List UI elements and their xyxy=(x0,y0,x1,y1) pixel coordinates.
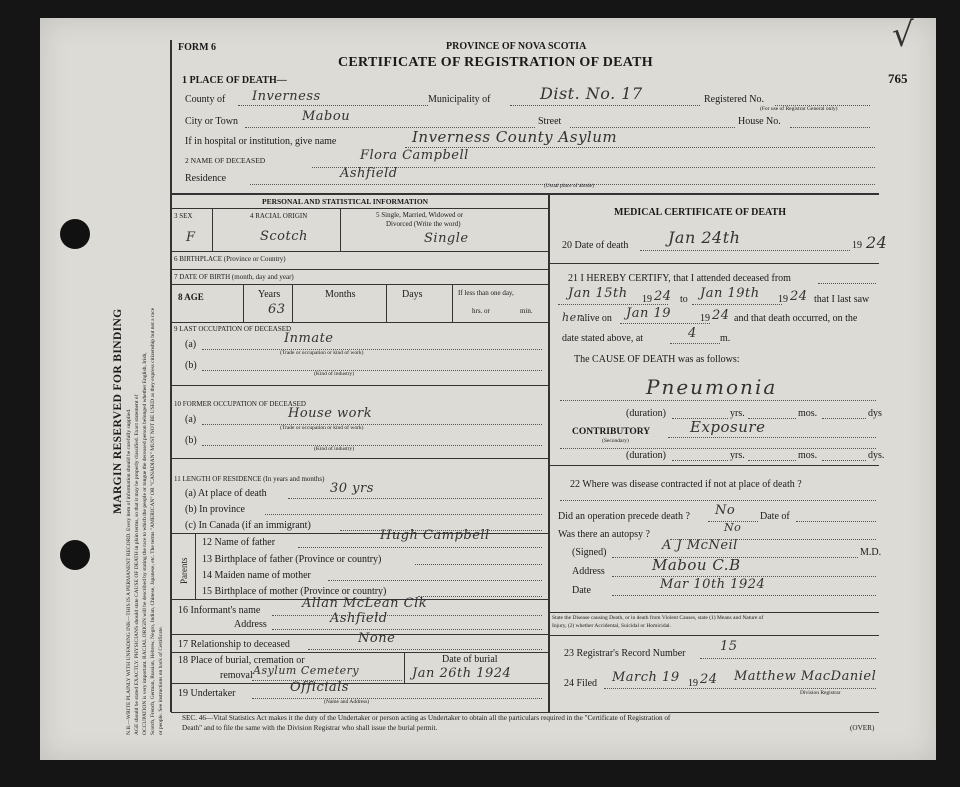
length-c-label: (c) In Canada (if an immigrant) xyxy=(185,520,311,531)
certificate-date-value: Mar 10th 1924 xyxy=(660,577,766,592)
city-label: City or Town xyxy=(185,116,239,127)
registration-number: 765 xyxy=(888,71,908,86)
yrs2-label: yrs. xyxy=(730,450,745,461)
violent-causes-note-a: State the Disease causing Death, or in death from Violent Causes, state (1) Means and Nature of xyxy=(552,615,764,621)
hospital-label: If in hospital or institution, give name xyxy=(185,136,337,147)
contracted-label: 22 Where was disease contracted if not at place of death ? xyxy=(570,479,802,490)
attended-to-value: Jan 19th xyxy=(700,286,760,301)
to-year-prefix: 19 xyxy=(778,294,788,305)
margin-note-line: N.B.—WRITE PLAINLY WITH UNFADING INK—THIS IS A PERMANENT RECORD. Every item of information should be carefully supplied. xyxy=(126,408,132,735)
length-b-label: (b) In province xyxy=(185,504,245,515)
father-label: 12 Name of father xyxy=(202,537,276,548)
margin-note-line: or people. See instructions on back of Certificate. xyxy=(158,626,164,735)
marital-label-a: 5 Single, Married, Widowed or xyxy=(376,211,464,219)
former-b-note: (Kind of industry) xyxy=(314,446,355,452)
undertaker-note: (Name and Address) xyxy=(324,699,370,705)
deceased-name-label: 2 NAME OF DECEASED xyxy=(185,156,266,165)
residence-label: Residence xyxy=(185,173,227,184)
certificate-page xyxy=(40,15,936,760)
alive-year-value: 24 xyxy=(712,308,730,323)
former-occupation-value: House work xyxy=(288,406,373,421)
less-than-day-label: If less than one day, xyxy=(458,289,514,297)
marital-value: Single xyxy=(424,231,469,246)
occupation-a-marker: (a) xyxy=(185,339,197,350)
year-prefix: 19 xyxy=(852,240,862,251)
from-year-value: 24 xyxy=(654,289,672,304)
margin-note-line: Scotch, French, German, Russian, Hebrew, Negro, Indian, Chinese, Japanese, etc. The terms "AMERICAN" OR "CANADIAN" MUST NOT BE USED as they express citizenship but not a race xyxy=(150,307,156,735)
cause-label: The CAUSE OF DEATH was as follows: xyxy=(574,354,740,365)
father-birthplace-label: 13 Birthplace of father (Province or country) xyxy=(202,554,382,565)
city-value: Mabou xyxy=(302,109,351,124)
footer-sec46-line2: Death" and to file the same with the Division Registrar who shall issue the burial permit. xyxy=(182,724,438,732)
dys-label: dys xyxy=(868,408,882,419)
dys2-label: dys. xyxy=(868,450,885,461)
length-a-label: (a) At place of death xyxy=(185,488,267,499)
check-mark: √ xyxy=(892,15,915,55)
province-heading: PROVINCE OF NOVA SCOTIA xyxy=(446,41,587,52)
margin-heading: MARGIN RESERVED FOR BINDING xyxy=(112,308,124,514)
margin-note-line: AGE should be stated EXACTLY. PHYSICIANS should state CAUSE OF DEATH in plain terms, so that it may be properly classified. Exact statement of xyxy=(134,394,140,735)
place-of-death-heading: 1 PLACE OF DEATH— xyxy=(182,75,287,86)
dob-label: 7 DATE OF BIRTH (month, day and year) xyxy=(174,273,294,281)
former-occupation-label: 10 FORMER OCCUPATION OF DECEASED xyxy=(174,400,306,408)
municipality-value: Dist. No. 17 xyxy=(540,84,643,103)
filed-label: 24 Filed xyxy=(564,678,598,689)
physician-address-value: Mabou C.B xyxy=(652,556,741,574)
contributory-value: Exposure xyxy=(690,418,766,436)
former-b-marker: (b) xyxy=(185,435,197,446)
marital-label-b: Divorced (Write the word) xyxy=(386,220,461,228)
deceased-name-value: Flora Campbell xyxy=(360,148,469,163)
former-a-marker: (a) xyxy=(185,414,197,425)
attended-from-value: Jan 15th xyxy=(568,286,628,301)
burial-date-value: Jan 26th 1924 xyxy=(412,666,512,681)
binding-hole-top xyxy=(60,219,90,249)
burial-date-label: Date of burial xyxy=(442,654,498,665)
binding-hole-bottom xyxy=(60,540,90,570)
document-title: CERTIFICATE OF REGISTRATION OF DEATH xyxy=(338,55,653,70)
record-number-label: 23 Registrar's Record Number xyxy=(564,648,686,659)
registered-note: (For use of Registrar General only) xyxy=(760,106,838,112)
signed-value: A J McNeil xyxy=(662,538,738,553)
street-label: Street xyxy=(538,116,562,127)
medical-heading: MEDICAL CERTIFICATE OF DEATH xyxy=(614,207,786,218)
last-saw-label: that I last saw xyxy=(814,294,870,305)
last-occupation-value: Inmate xyxy=(284,331,334,346)
personal-heading: PERSONAL AND STATISTICAL INFORMATION xyxy=(262,197,429,206)
former-a-note: (Trade or occupation or kind of work) xyxy=(280,425,364,431)
certify-label: 21 I HEREBY CERTIFY, that I attended deceased from xyxy=(568,273,791,284)
alive-on-label: alive on xyxy=(580,313,612,324)
from-year-prefix: 19 xyxy=(642,294,652,305)
division-registrar-label: Division Registrar xyxy=(800,690,841,696)
mother-label: 14 Maiden name of mother xyxy=(202,570,311,581)
residence-note: (Usual place of abode) xyxy=(544,183,594,189)
to-year-value: 24 xyxy=(790,289,808,304)
county-label: County of xyxy=(185,94,226,105)
autopsy-value: No xyxy=(724,521,742,534)
mos-label: mos. xyxy=(798,408,818,419)
informant-label: 16 Informant's name xyxy=(178,605,261,616)
registrar-signature: Matthew MacDaniel xyxy=(734,669,877,684)
racial-origin-label: 4 RACIAL ORIGIN xyxy=(250,212,308,220)
physician-address-label: Address xyxy=(572,566,605,577)
m-label: m. xyxy=(720,333,731,344)
duration2-label: (duration) xyxy=(626,450,666,461)
cause-value: Pneumonia xyxy=(646,375,778,399)
date-stated-label: date stated above, at xyxy=(562,333,644,344)
relationship-label: 17 Relationship to deceased xyxy=(178,639,290,650)
days-label: Days xyxy=(402,289,423,300)
father-value: Hugh Campbell xyxy=(380,528,490,543)
md-label: M.D. xyxy=(860,547,882,558)
occupation-b-marker: (b) xyxy=(185,360,197,371)
racial-origin-value: Scotch xyxy=(260,229,308,244)
undertaker-value: Officials xyxy=(290,680,349,695)
year-value: 24 xyxy=(866,233,888,252)
mother-birthplace-label: 15 Birthplace of mother (Province or country) xyxy=(202,586,387,597)
informant-address-label: Address xyxy=(234,619,267,630)
record-number-value: 15 xyxy=(720,639,738,654)
months-label: Months xyxy=(325,289,356,300)
filed-year-value: 24 xyxy=(700,672,718,687)
length-residence-label: 11 LENGTH OF RESIDENCE (In years and months) xyxy=(174,475,325,483)
burial-label-a: 18 Place of burial, cremation or xyxy=(178,655,305,666)
filed-value: March 19 xyxy=(612,670,680,685)
date-of-label: Date of xyxy=(760,511,790,522)
years-label: Years xyxy=(258,289,281,300)
hospital-value: Inverness County Asylum xyxy=(412,128,618,146)
duration-label: (duration) xyxy=(626,408,666,419)
yrs-label: yrs. xyxy=(730,408,745,419)
date-of-death-label: 20 Date of death xyxy=(562,240,629,251)
filed-year-prefix: 19 xyxy=(688,678,698,689)
residence-value: Ashfield xyxy=(340,166,398,181)
birthplace-label: 6 BIRTHPLACE (Province or Country) xyxy=(174,255,286,263)
contributory-label: CONTRIBUTORY xyxy=(572,427,651,437)
form-number: FORM 6 xyxy=(178,42,217,53)
footer-sec46-line1: SEC. 46—Vital Statistics Act makes it the duty of the Undertaker or person acting as Undertaker to obtain all the particulars required in the "Certificate of Registration of xyxy=(182,714,671,722)
informant-value: Allan McLean Clk xyxy=(302,596,428,611)
years-value: 63 xyxy=(268,302,286,317)
death-occurred-label: and that death occurred, on the xyxy=(734,313,858,324)
to-label: to xyxy=(680,294,688,305)
burial-place-value: Asylum Cemetery xyxy=(253,664,360,677)
occupation-a-note: (Trade or occupation or kind of work) xyxy=(280,350,364,356)
sex-label: 3 SEX xyxy=(174,212,193,220)
length-a-value: 30 yrs xyxy=(330,481,374,496)
informant-address-value: Ashfield xyxy=(330,611,388,626)
municipality-label: Municipality of xyxy=(428,94,491,105)
parents-label: Parents xyxy=(179,557,189,584)
sex-value: F xyxy=(186,230,196,245)
alive-year-prefix: 19 xyxy=(700,313,710,324)
occupation-b-note: (Kind of industry) xyxy=(314,371,355,377)
undertaker-label: 19 Undertaker xyxy=(178,688,236,699)
registered-label: Registered No. xyxy=(704,94,764,105)
alive-on-value: Jan 19 xyxy=(626,306,672,321)
date-of-death-value: Jan 24th xyxy=(668,228,741,247)
relationship-value: None xyxy=(358,631,396,646)
mos2-label: mos. xyxy=(798,450,818,461)
min-label: min. xyxy=(520,307,533,315)
house-label: House No. xyxy=(738,116,781,127)
age-label: 8 AGE xyxy=(178,292,204,302)
violent-causes-note-b: Injury, (2) whether Accidental, Suicidal or Homicidal. xyxy=(552,623,671,629)
autopsy-label: Was there an autopsy ? xyxy=(558,529,650,540)
burial-label-b: removal xyxy=(220,670,253,681)
margin-note-line: OCCUPATION is very important. RACIAL ORIGIN will be described by stating the race to which the people or tongue the deceased person belonged whether English, Irish, xyxy=(142,352,148,735)
footer-over: (OVER) xyxy=(850,724,875,732)
operation-value: No xyxy=(715,503,736,518)
hour-value: 4 xyxy=(688,326,697,341)
last-occupation-label: 9 LAST OCCUPATION OF DECEASED xyxy=(174,325,292,333)
hrs-label: hrs. or xyxy=(472,307,490,315)
signed-label: (Signed) xyxy=(572,547,607,558)
certificate-date-label: Date xyxy=(572,585,591,596)
secondary-label: (Secondary) xyxy=(602,438,629,444)
operation-label: Did an operation precede death ? xyxy=(558,511,690,522)
county-value: Inverness xyxy=(252,89,321,104)
pronoun-value: her xyxy=(562,311,583,324)
